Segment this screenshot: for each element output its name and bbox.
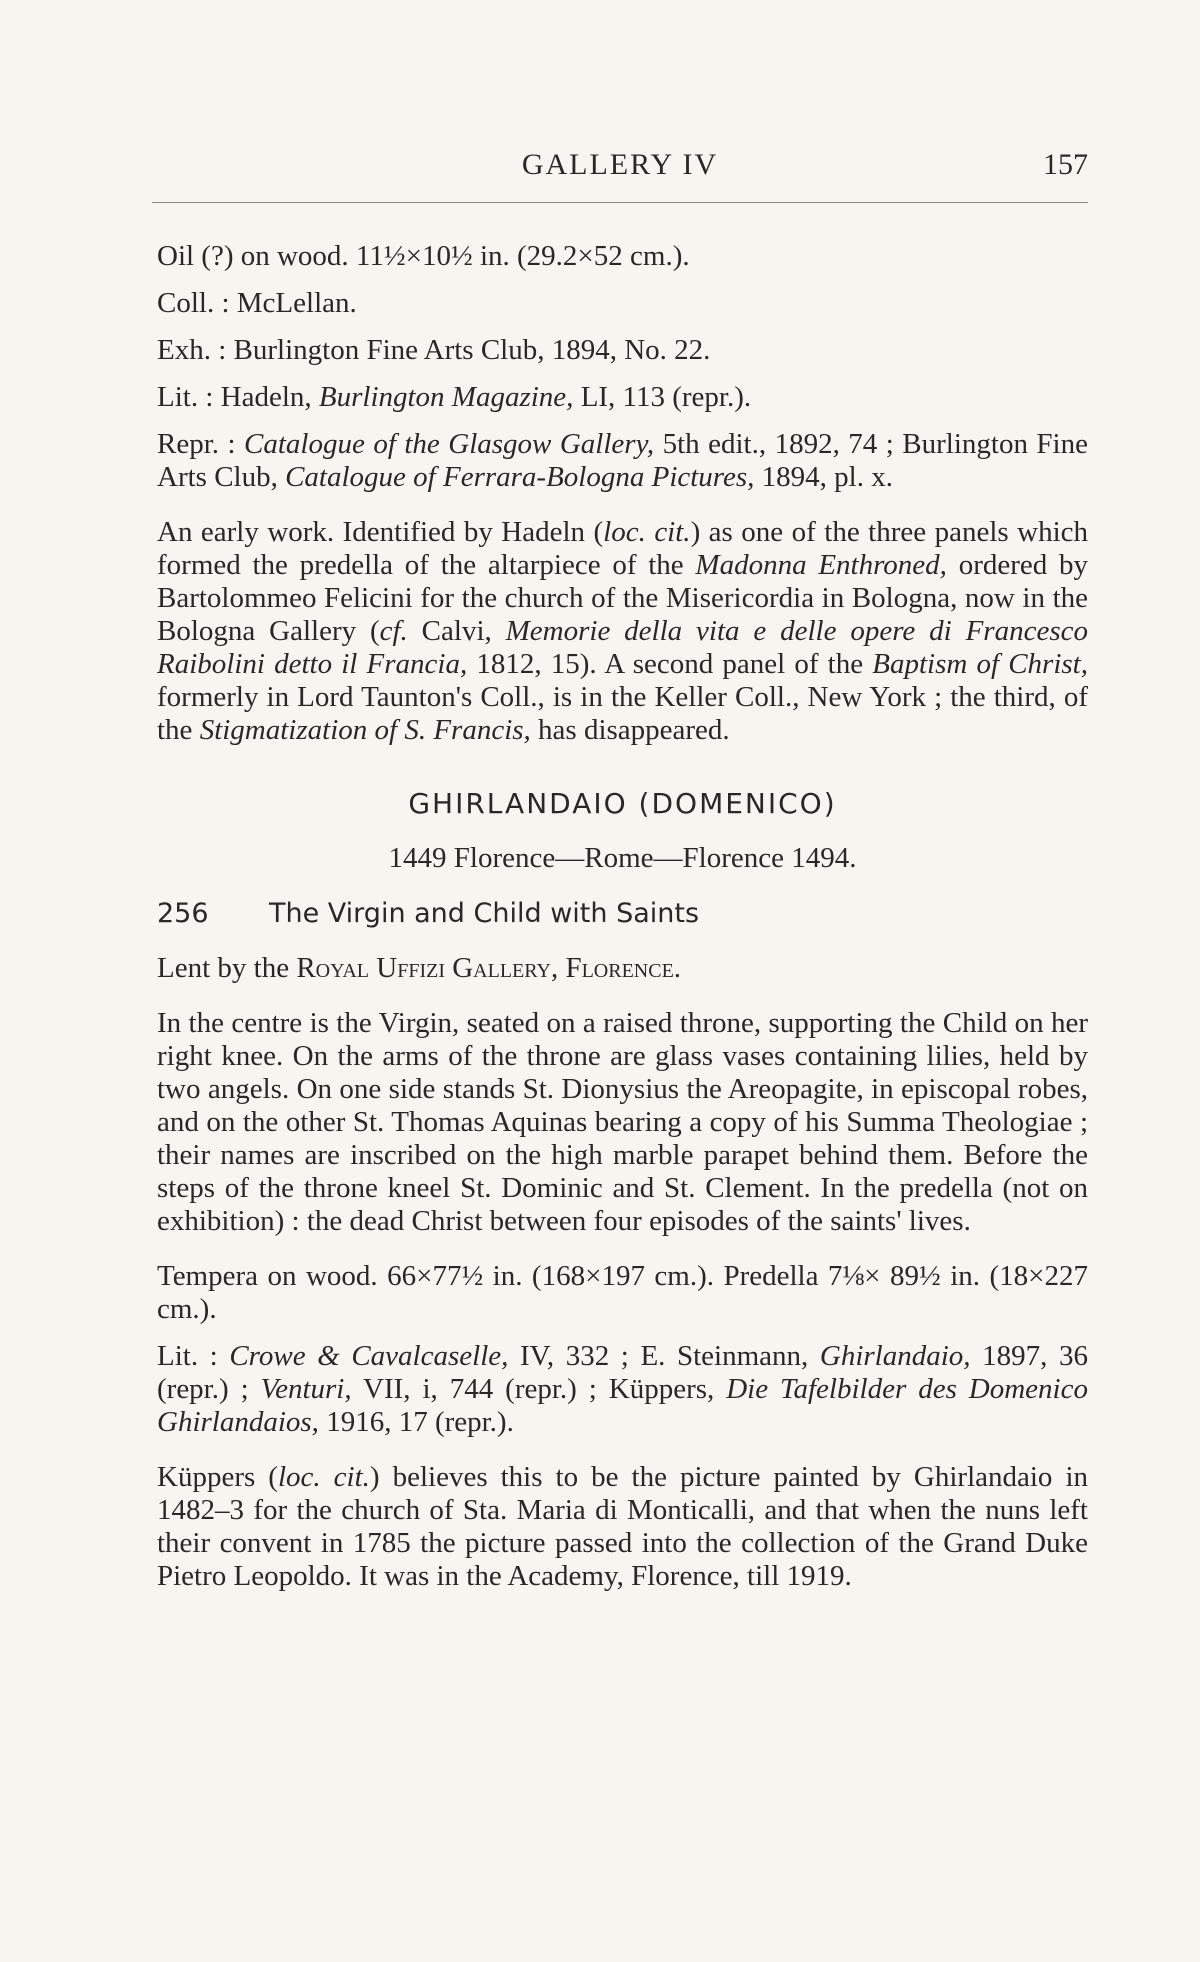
lender-text: Lent by the — [157, 952, 297, 984]
note-text: ) believes this to be the picture painted by Ghirlandaio in 1482–3 for the church of Sta. Maria di Monticalli, and that when the nuns left their convent in 1785 the picture passed into the collection of the Grand Duke Pietro Leopoldo. It was in the Academy, Florence, till 1919. — [157, 1461, 1089, 1592]
lit-text: Lit. : — [157, 1340, 230, 1372]
catalogue-entry-title — [157, 897, 1088, 930]
repr-text: 5th edit., 1892, 74 ; Burlington Fine Arts Club, — [157, 428, 1088, 493]
description-paragraph: In the centre is the Virgin, seated on a raised throne, supporting the Child on her right knee. On the arms of the throne are glass vases containing lilies, held by two angels. On one side stands St. Dionysius the Areopagite, in episcopal robes, and on the other St. Thomas Aquinas bearing a copy of his Summa Theologiae ; their names are inscribed on the high marble parapet behind them. Before the steps of the throne kneel St. Dominic and St. Clement. In the predella (not on exhibition) : the dead Christ between four episodes of the saints' lives. — [157, 1007, 1088, 1237]
exhibition-line: Exh. : Burlington Fine Arts Club, 1894, No. 22. — [157, 334, 711, 366]
repr-text: 1894, pl. x. — [754, 461, 893, 493]
commentary-paragraph — [157, 516, 1088, 747]
lit-text: VII, i, 744 (repr.) ; Küppers, — [351, 1373, 727, 1405]
lender-name: Royal Uffizi Gallery, Florence. — [296, 952, 682, 984]
note-text: formerly in Lord Taunton's Coll., is in the Keller Coll., New York ; the third, of the — [157, 681, 1088, 746]
note-text: has disappeared. — [530, 714, 730, 746]
support-line: Tempera on wood. 66×77½ in. (168×197 cm.). Predella 7⅛× 89½ in. (18×227 cm.). — [157, 1260, 1088, 1325]
artist-heading: GHIRLANDAIO (DOMENICO) — [408, 787, 837, 820]
lit-italic: Ghirlandaio, — [819, 1340, 971, 1372]
page-body — [157, 240, 1088, 1593]
lit-italic: Venturi, — [260, 1373, 352, 1405]
note-italic: Stigmatization of S. Francis, — [199, 714, 531, 746]
commentary-paragraph — [157, 1461, 1088, 1593]
lit-text: LI, 113 (repr.). — [573, 381, 752, 413]
note-text: Küppers ( — [157, 1461, 278, 1493]
repr-text: Repr. : — [157, 428, 245, 460]
note-italic: Baptism of Christ, — [872, 648, 1088, 680]
page-header — [152, 148, 1088, 188]
reproduction-line — [157, 428, 1088, 494]
repr-title: Catalogue of Ferrara-Bologna Pictures, — [285, 461, 755, 493]
entry-title: The Virgin and Child with Saints — [269, 898, 700, 929]
running-title: GALLERY IV — [521, 148, 719, 181]
note-text: 1812, 15). A second panel of the — [467, 648, 873, 680]
note-italic: cf. — [379, 615, 408, 647]
note-text: Calvi, — [407, 615, 506, 647]
note-italic: loc. cit. — [603, 516, 691, 548]
note-text: ) as one of the three panels which formed the predella of the altarpiece of the — [157, 516, 1088, 581]
note-italic: Madonna Enthroned, — [695, 549, 947, 581]
lit-italic: Die Tafelbilder des Domenico Ghirlandaios, — [157, 1373, 1088, 1438]
header-rule — [152, 202, 1088, 203]
support-line: Oil (?) on wood. 11½×10½ in. (29.2×52 cm.). — [157, 240, 690, 272]
lender-line — [157, 952, 1088, 985]
page-number: 157 — [1043, 148, 1088, 181]
note-italic: loc. cit. — [277, 1461, 370, 1493]
collection-line: Coll. : McLellan. — [157, 287, 357, 319]
note-text: An early work. Identified by Hadeln ( — [157, 516, 604, 548]
note-text: ordered by Bartolommeo Felicini for the church of the Misericordia in Bologna, now in the Bologna Gallery ( — [157, 549, 1088, 647]
lit-text: Lit. : Hadeln, — [157, 381, 319, 413]
artist-dates: 1449 Florence—Rome—Florence 1494. — [388, 842, 857, 874]
lit-text: 1916, 17 (repr.). — [318, 1406, 514, 1438]
repr-title: Catalogue of the Glasgow Gallery, — [244, 428, 655, 460]
literature-line — [157, 1340, 1088, 1439]
entry-number: 256 — [157, 898, 209, 929]
lit-text: 1897, 36 (repr.) ; — [157, 1340, 1088, 1405]
note-italic: Memorie della vita e delle opere di Francesco Raibolini detto il Francia, — [157, 615, 1088, 680]
lit-italic: Crowe & Cavalcaselle, — [229, 1340, 509, 1372]
lit-text: IV, 332 ; E. Steinmann, — [508, 1340, 820, 1372]
lit-title: Burlington Magazine, — [318, 381, 574, 413]
literature-line — [157, 381, 1088, 414]
